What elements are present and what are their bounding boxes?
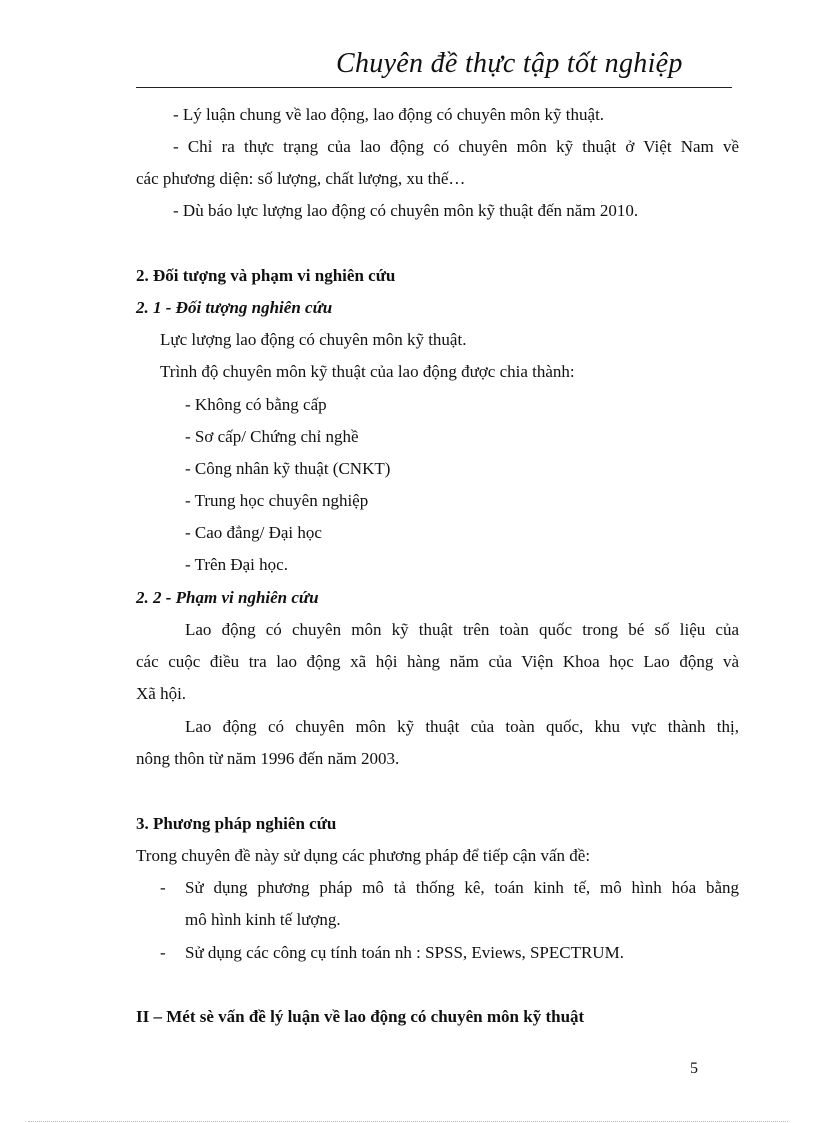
scope-para2-line1: Lao động có chuyên môn kỹ thuật của toàn quốc, khu vực thành thị,: [185, 717, 739, 736]
intro-item-1: - Lý luận chung về lao động, lao động có chuyên môn kỹ thuật.: [173, 105, 605, 124]
bullet-marker: -: [160, 943, 166, 962]
level-item: - Công nhân kỹ thuật (CNKT): [185, 459, 391, 478]
section2-1-line-1: Lực lượng lao động có chuyên môn kỹ thuật.: [160, 330, 467, 349]
method-bullet-2: Sử dụng các công cụ tính toán nh : SPSS, Eviews, SPECTRUM.: [185, 943, 624, 962]
header-title: Chuyên đề thực tập tốt nghiệp: [336, 48, 683, 79]
level-item: - Trung học chuyên nghiệp: [185, 491, 369, 510]
section2-2-heading: 2. 2 - Phạm vi nghiên cứu: [136, 588, 319, 607]
section3-heading: 3. Phương pháp nghiên cứu: [136, 814, 337, 833]
section2-1-line-2: Trình độ chuyên môn kỹ thuật của lao động được chia thành:: [160, 362, 575, 381]
level-item: - Cao đẳng/ Đại học: [185, 523, 322, 542]
scope-para2-line2: nông thôn từ năm 1996 đến năm 2003.: [136, 749, 400, 768]
method-bullet-1-cont: mô hình kinh tế lượng.: [185, 910, 341, 929]
scope-para1-line2: các cuộc điều tra lao động xã hội hàng năm của Viện Khoa học Lao động và: [136, 652, 739, 671]
footer-rule: [28, 1121, 788, 1122]
level-item: - Sơ cấp/ Chứng chỉ nghề: [185, 427, 359, 446]
intro-item-2-cont: các phương diện: số lượng, chất lượng, xu thế…: [136, 169, 466, 188]
scope-para1-line3: Xã hội.: [136, 684, 187, 703]
section2-1-heading: 2. 1 - Đối tượng nghiên cứu: [136, 298, 333, 317]
header-rule: [136, 87, 732, 88]
level-item: - Trên Đại học.: [185, 555, 288, 574]
chapter2-heading: II – Mét sè vấn đề lý luận về lao động có chuyên môn kỹ thuật: [136, 1007, 585, 1026]
section2-heading: 2. Đối tượng và phạm vi nghiên cứu: [136, 266, 396, 285]
intro-item-3: - Dù báo lực lượng lao động có chuyên môn kỹ thuật đến năm 2010.: [173, 201, 639, 220]
page-number: 5: [690, 1060, 698, 1077]
level-item: - Không có bằng cấp: [185, 395, 327, 414]
intro-item-2: - Chỉ ra thực trạng của lao động có chuyên môn kỹ thuật ở Việt Nam về: [173, 137, 739, 156]
section3-intro: Trong chuyên đề này sử dụng các phương pháp để tiếp cận vấn đề:: [136, 846, 591, 865]
method-bullet-1: Sử dụng phương pháp mô tả thống kê, toán kinh tế, mô hình hóa bằng: [185, 878, 739, 897]
scope-para1-line1: Lao động có chuyên môn kỹ thuật trên toàn quốc trong bé số liệu của: [185, 620, 739, 639]
bullet-marker: -: [160, 878, 166, 897]
